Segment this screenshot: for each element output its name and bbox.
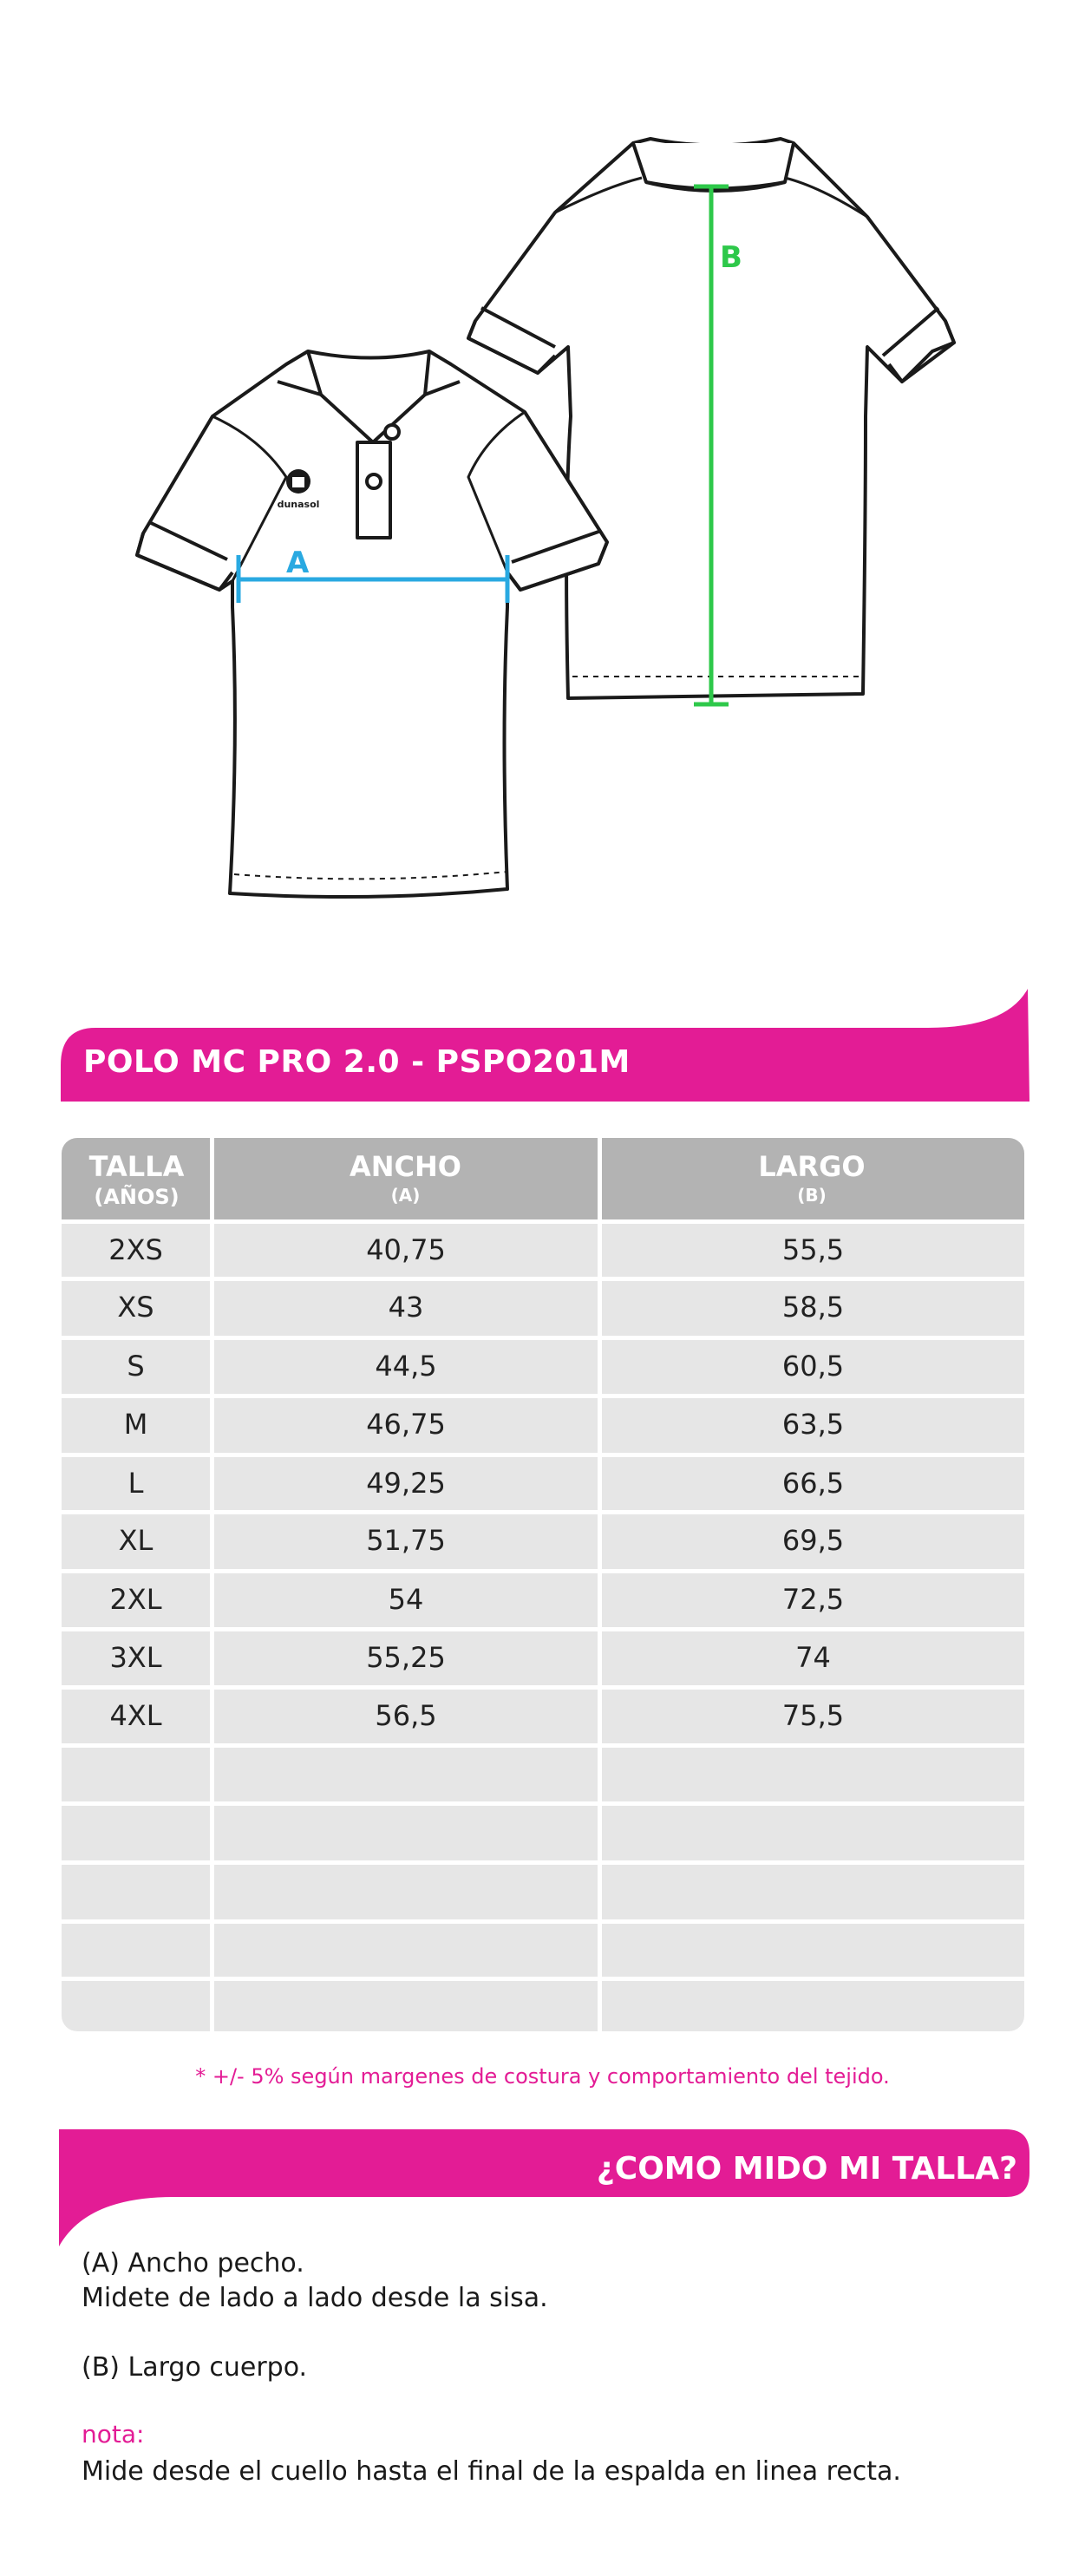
polo-measurement-illustration xyxy=(0,0,1085,954)
width-cell: 56,5 xyxy=(375,1699,437,1732)
header-talla-sub: (AÑOS) xyxy=(94,1185,180,1209)
width-cell: 43 xyxy=(388,1291,424,1324)
header-ancho xyxy=(212,1138,599,1221)
brand-logo-text: dunasol xyxy=(277,499,320,510)
width-cell xyxy=(214,1865,598,1917)
polo-front-view xyxy=(137,351,607,897)
width-cell: 51,75 xyxy=(366,1524,446,1557)
size-cell: L xyxy=(127,1467,144,1500)
size-cell: XL xyxy=(118,1524,154,1557)
instruction-a-title: (A) Ancho pecho. xyxy=(82,2248,304,2279)
length-cell xyxy=(602,1981,1024,2031)
size-cell xyxy=(62,1748,210,1800)
length-cell: 60,5 xyxy=(781,1350,845,1383)
length-cell: 66,5 xyxy=(781,1467,845,1500)
header-talla-label: TALLA xyxy=(88,1150,185,1183)
width-cell xyxy=(214,1924,598,1976)
length-cell xyxy=(602,1748,1024,1800)
length-cell: 72,5 xyxy=(781,1583,845,1616)
length-cell: 75,5 xyxy=(781,1699,845,1732)
width-cell: 55,25 xyxy=(366,1641,446,1674)
size-cell: 2XS xyxy=(108,1233,163,1266)
width-cell xyxy=(214,1748,598,1800)
header-largo-sub: (B) xyxy=(797,1185,827,1206)
width-cell: 54 xyxy=(388,1583,424,1616)
width-cell xyxy=(214,1981,598,2031)
size-cell xyxy=(62,1865,210,1917)
header-largo-label: LARGO xyxy=(758,1150,866,1183)
size-cell: S xyxy=(127,1350,145,1383)
size-cell: M xyxy=(123,1408,148,1441)
width-cell: 46,75 xyxy=(366,1408,446,1441)
instruction-b-title: (B) Largo cuerpo. xyxy=(82,2352,308,2383)
header-talla xyxy=(62,1138,212,1221)
column-divider xyxy=(210,1138,214,2031)
width-cell: 40,75 xyxy=(366,1233,446,1266)
length-cell xyxy=(602,1924,1024,1976)
width-cell: 49,25 xyxy=(366,1467,446,1500)
length-cell: 55,5 xyxy=(781,1233,845,1266)
size-cell: 4XL xyxy=(109,1699,162,1732)
size-cell xyxy=(62,1806,210,1858)
header-ancho-sub: (A) xyxy=(390,1185,421,1206)
tolerance-note: * +/- 5% según margenes de costura y comportamiento del tejido. xyxy=(195,2064,890,2089)
length-cell: 58,5 xyxy=(781,1291,845,1324)
width-cell: 44,5 xyxy=(375,1350,437,1383)
header-ancho-label: ANCHO xyxy=(349,1150,461,1183)
width-cell xyxy=(214,1806,598,1858)
length-cell xyxy=(602,1806,1024,1858)
length-cell: 74 xyxy=(795,1641,831,1674)
measure-label-a: A xyxy=(286,546,310,580)
header-largo xyxy=(599,1138,1024,1221)
column-divider xyxy=(598,1138,602,2031)
length-cell: 63,5 xyxy=(781,1408,845,1441)
size-cell: XS xyxy=(117,1291,154,1324)
product-title: POLO MC PRO 2.0 - PSPO201M xyxy=(83,1044,631,1080)
measure-label-b: B xyxy=(720,240,742,275)
nota-text: Mide desde el cuello hasta el final de la espalda en linea recta. xyxy=(82,2456,901,2487)
nota-label: nota: xyxy=(82,2420,145,2449)
size-table xyxy=(62,1138,1024,2031)
brand-logo-icon xyxy=(286,469,310,494)
size-cell: 3XL xyxy=(109,1641,162,1674)
length-cell: 69,5 xyxy=(781,1524,845,1557)
measure-title: ¿COMO MIDO MI TALLA? xyxy=(596,2151,1017,2187)
instruction-a-text: Midete de lado a lado desde la sisa. xyxy=(82,2283,548,2313)
length-cell xyxy=(602,1865,1024,1917)
size-cell xyxy=(62,1924,210,1976)
size-cell: 2XL xyxy=(109,1583,162,1616)
size-cell xyxy=(62,1981,210,2031)
